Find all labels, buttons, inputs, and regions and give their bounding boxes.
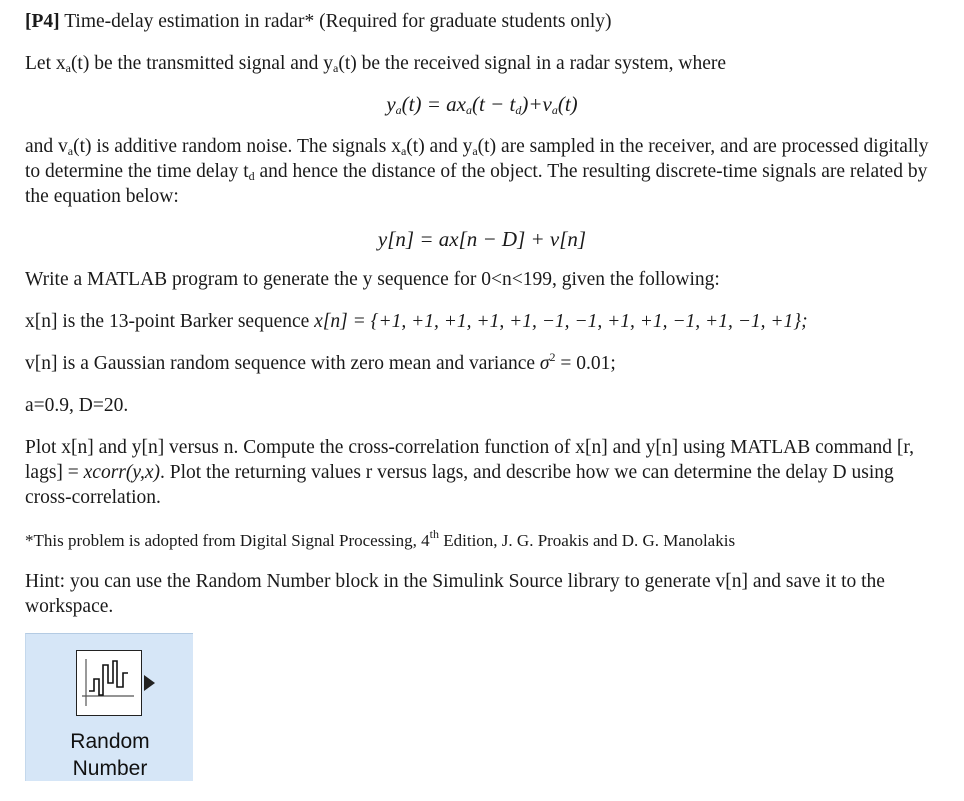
plot-text-1: Plot x[n] and y[n] versus n. Compute the cross-correlation function of x[n] and y[n] using MATLAB command [r, lags] = [25,437,914,483]
problem-note: (Required for graduate students only) [319,11,612,32]
intro-text-3: (t) be the received signal in a radar system, where [338,53,727,74]
problem-title-text: Time-delay estimation in radar* [64,11,315,32]
eq1-lhs: (t) = ax [401,92,466,116]
block-label-line-1: Random [70,730,150,753]
xcorr-command: xcorr(y,x) [83,462,160,483]
discrete-equation: y[n] = ax[n − D] + v[n] [377,227,587,251]
intro-text-2: (t) be the transmitted signal and y [70,53,334,74]
signal-equation [0,92,964,117]
noise-prefix: v[n] is a Gaussian random sequence with zero mean and variance [25,353,540,374]
intro-text-1: Let x [25,53,66,74]
footnote [25,528,935,553]
parameters-line: a=0.9, D=20. [25,395,129,416]
description-paragraph [25,134,935,209]
p2-text-5: and hence the distance of the object. The resulting discrete-time signals are related by the equation below: [25,161,928,207]
eq1-y-sub: a [395,103,402,117]
sigma-exponent: 2 [549,350,556,364]
eq1-v-sub: a [551,103,558,117]
waveform-graphic [77,651,140,714]
variance-value: = 0.01; [555,353,616,374]
p2-text-1: and v [25,136,68,157]
barker-sequence: x[n] = {+1, +1, +1, +1, +1, −1, −1, +1, +1, −1, +1, −1, +1}; [314,311,808,332]
footnote-text-1: *This problem is adopted from Digital Signal Processing, 4 [25,531,430,550]
intro-sub-1: a [65,61,71,75]
eq1-end: (t) [557,92,578,116]
problem-number: [P4] [25,11,60,32]
plot-text-2: . Plot the returning values r versus lags, and describe how we can determine the delay D using cross-correlation. [25,462,894,508]
plot-instructions [25,435,935,510]
footnote-text-2: Edition, J. G. Proakis and D. G. Manolakis [439,531,736,550]
p2-text-4: (t) are sampled in the receiver, and are processed digitally to determine the time delay t [25,136,929,182]
task-statement: Write a MATLAB program to generate the y sequence for 0<n<199, given the following: [25,269,720,290]
block-label [26,728,194,782]
eq1-plus: )+v [521,92,552,116]
p2-sub-1: a [67,144,74,158]
sigma-symbol: σ [539,353,550,374]
hint-paragraph: Hint: you can use the Random Number block in the Simulink Source library to generate v[n] and save it to the workspace. [25,571,885,617]
barker-prefix: x[n] is the 13-point Barker sequence [25,311,315,332]
problem-title [25,9,935,34]
eq1-d-sub: d [515,103,522,117]
output-port-icon [144,675,155,691]
intro-sub-2: a [333,61,339,75]
p2-sub-3: a [472,144,478,158]
barker-sequence-line [25,309,935,334]
p2-sub-2: a [400,144,407,158]
intro-paragraph [25,51,935,76]
p2-text-2: (t) is additive random noise. The signals x [73,136,401,157]
footnote-sup: th [429,527,439,541]
random-number-waveform-icon [76,650,142,716]
p2-sub-4: d [248,169,255,183]
eq1-y: y [386,92,396,116]
eq1-shift: (t − t [471,92,516,116]
waveform-line [89,661,128,695]
noise-line [25,351,935,376]
p2-text-3: (t) and y [406,136,473,157]
block-label-line-2: Number [72,757,148,780]
eq1-x-sub: a [465,103,472,117]
random-number-block[interactable] [25,633,193,781]
